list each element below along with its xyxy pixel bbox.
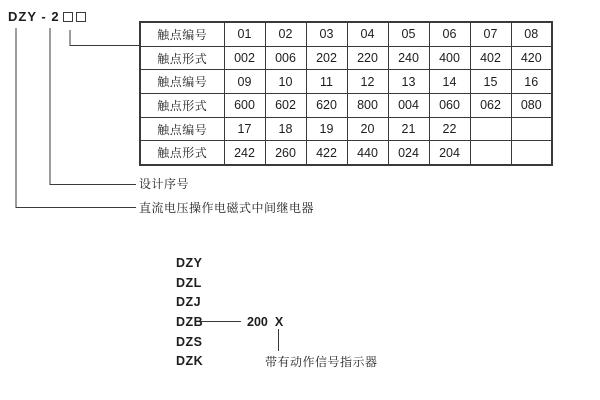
value-cell: 800 [347,94,388,118]
value-cell: 242 [224,141,265,165]
indicator-note-label: 带有动作信号指示器 [265,355,378,369]
value-cell [511,117,552,141]
value-cell [470,141,511,165]
design-serial-connector [50,28,136,185]
value-cell: 09 [224,70,265,94]
row-label-cell: 触点编号 [140,70,224,94]
value-cell: 420 [511,46,552,70]
value-cell: 220 [347,46,388,70]
contact-code-table [139,21,553,166]
value-cell: 07 [470,22,511,46]
design-serial-label: 设计序号 [139,177,190,191]
value-cell: 14 [429,70,470,94]
model-item-dzb: DZB [176,315,204,330]
value-cell: 18 [265,117,306,141]
value-cell: 06 [429,22,470,46]
value-cell: 620 [306,94,347,118]
table-row [140,141,552,165]
value-cell: 060 [429,94,470,118]
relay-description-connector [16,28,136,208]
dzb-suffix-row [247,315,283,329]
value-cell: 602 [265,94,306,118]
value-cell: 16 [511,70,552,94]
value-cell: 04 [347,22,388,46]
contact-code-connector [70,30,139,46]
model-code-text: DZY - 2 [8,8,60,24]
value-cell: 05 [388,22,429,46]
model-item-dzj: DZJ [176,295,202,310]
value-cell: 024 [388,141,429,165]
value-cell: 004 [388,94,429,118]
model-list [176,254,203,372]
table-row [140,46,552,70]
value-cell: 440 [347,141,388,165]
value-cell: 204 [429,141,470,165]
value-cell: 12 [347,70,388,94]
row-label-cell: 触点编号 [140,117,224,141]
model-number-title [8,8,86,24]
value-cell: 11 [306,70,347,94]
value-cell: 13 [388,70,429,94]
table-row [140,22,552,46]
value-cell: 402 [470,46,511,70]
suffix-letter: X [274,315,284,329]
value-cell: 02 [265,22,306,46]
value-cell: 20 [347,117,388,141]
value-cell: 22 [429,117,470,141]
value-cell: 002 [224,46,265,70]
contact-table-body [140,22,552,165]
suffix-number: 200 [247,315,268,329]
table-row [140,70,552,94]
value-cell: 03 [306,22,347,46]
value-cell: 260 [265,141,306,165]
value-cell: 006 [265,46,306,70]
model-item-dzy: DZY [176,256,203,270]
row-label-cell: 触点形式 [140,46,224,70]
model-item-dzs: DZS [176,334,203,349]
value-cell [511,141,552,165]
placeholder-box-1 [63,12,73,22]
row-label-cell: 触点编号 [140,22,224,46]
value-cell: 01 [224,22,265,46]
value-cell: 202 [306,46,347,70]
relay-description-label: 直流电压操作电磁式中间继电器 [139,201,315,215]
row-label-cell: 触点形式 [140,141,224,165]
value-cell: 15 [470,70,511,94]
value-cell [470,117,511,141]
value-cell: 600 [224,94,265,118]
value-cell: 21 [388,117,429,141]
model-item-dzl: DZL [176,275,202,290]
value-cell: 400 [429,46,470,70]
value-cell: 17 [224,117,265,141]
value-cell: 08 [511,22,552,46]
value-cell: 240 [388,46,429,70]
value-cell: 080 [511,94,552,118]
model-item-dzk: DZK [176,354,204,369]
value-cell: 062 [470,94,511,118]
value-cell: 422 [306,141,347,165]
placeholder-box-2 [76,12,86,22]
table-row [140,94,552,118]
row-label-cell: 触点形式 [140,94,224,118]
value-cell: 10 [265,70,306,94]
value-cell: 19 [306,117,347,141]
table-row [140,117,552,141]
